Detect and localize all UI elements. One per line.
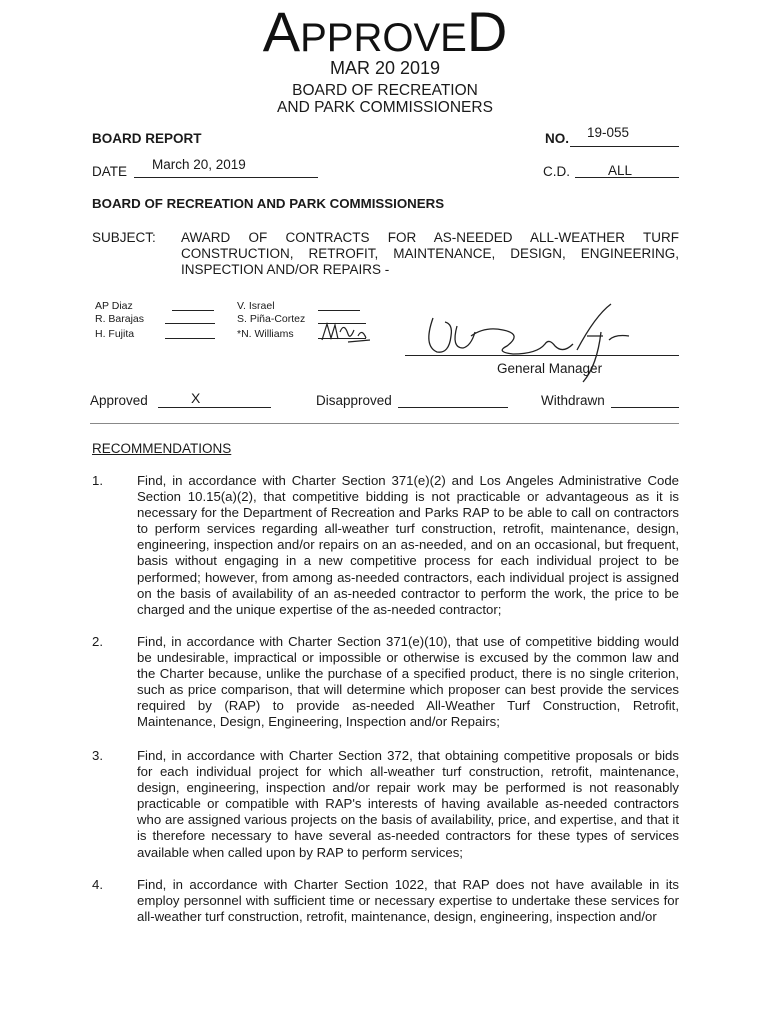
rec-2-text: Find, in accordance with Charter Section 371(e)(10), that use of competitive bidding would be undesirable, impractical or impossible or otherwise is excused by the common law and the Charter because, unlike the purchase of a specified product, there is no single criterion, such as price comparison, that will determine which proposer can best provide the services required by (RAP) to provide as-needed All-Weather Turf Construction, Retrofit, Maintenance, Design, Engineering, Inspection and/or Repairs; xyxy=(137,634,679,730)
recommendations-heading: RECOMMENDATIONS xyxy=(92,441,232,456)
disapproved-underline xyxy=(398,407,508,408)
stamp-letter-a: A xyxy=(262,0,301,63)
approved-stamp xyxy=(0,0,770,63)
cd-value: ALL xyxy=(608,163,633,178)
approved-underline xyxy=(158,407,271,408)
rec-1-text: Find, in accordance with Charter Section 371(e)(2) and Los Angeles Administrative Code Section 10.15(a)(2), that competitive bidding is not practicable or advantageous as it is necessary for the Department of Recreation and Parks RAP to be able to call on contractors to perform services regarding all-weather turf construction, retrofit, maintenance, design, engineering, inspection and/or repairs on an as-needed, and on an occasional, but frequent, basis without engaging in a new competitive process for each individual project to be performed; however, from among as-needed contractors, each individual project is assigned on the basis of availability of an as-needed contractor to perform the work, the price to be charged and the unique expertise of the as-needed contractor; xyxy=(137,473,679,617)
withdrawn-label: Withdrawn xyxy=(541,393,605,408)
rec-4-number: 4. xyxy=(92,877,103,892)
date-label: DATE xyxy=(92,164,128,179)
sign-line-l3 xyxy=(165,338,215,339)
section-divider xyxy=(90,423,679,424)
commissioner-left-3: H. Fujita xyxy=(95,328,135,340)
commissioner-right-3: *N. Williams xyxy=(237,328,294,340)
stamp-letters-middle: PPROVE xyxy=(300,16,467,60)
cd-label: C.D. xyxy=(543,164,570,179)
board-report-label: BOARD REPORT xyxy=(92,131,202,146)
board-title: BOARD OF RECREATION AND PARK COMMISSIONERS xyxy=(92,196,445,211)
subject-line-3: INSPECTION AND/OR REPAIRS - xyxy=(181,262,390,277)
general-manager-label: General Manager xyxy=(497,361,603,376)
commissioner-left-2: R. Barajas xyxy=(95,313,145,325)
rec-3-text: Find, in accordance with Charter Section 372, that obtaining competitive proposals or bids for each individual project for which all-weather turf construction, retrofit, maintenance, design, engineering, inspection and/or repair work may be performed is not reasonably practicable or compatible with RAP's interests of having available as-needed contractors who are assigned various projects on the basis of availability, price, and expertise, and that it is therefore necessary to have several as-needed contractors for these types of services available when called upon by RAP to perform services; xyxy=(137,748,679,860)
stamp-board-line2: AND PARK COMMISSIONERS xyxy=(277,99,493,116)
sign-line-l2 xyxy=(165,323,215,324)
general-manager-line xyxy=(405,355,679,356)
rec-4-text: Find, in accordance with Charter Section 1022, that RAP does not have available in its employ personnel with sufficient time or necessary expertise to undertake these services for all-weather turf construction, retrofit, maintenance, design, engineering, inspection and/or xyxy=(137,877,679,925)
commissioner-right-2: S. Piña-Cortez xyxy=(237,313,306,325)
sign-line-l1 xyxy=(172,310,214,311)
rec-2-number: 2. xyxy=(92,634,103,649)
stamp-letter-d: D xyxy=(466,0,508,63)
subject-label: SUBJECT: xyxy=(92,230,156,245)
approved-label: Approved xyxy=(90,393,148,408)
date-underline xyxy=(134,177,318,178)
subject-line-2: CONSTRUCTION, RETROFIT, MAINTENANCE, DESIGN, ENGINEERING, xyxy=(181,246,679,261)
rec-1-number: 1. xyxy=(92,473,103,488)
report-no-underline xyxy=(570,146,679,147)
date-value: March 20, 2019 xyxy=(152,157,246,172)
commissioner-right-1: V. Israel xyxy=(237,300,275,312)
approved-mark: X xyxy=(191,390,201,406)
disapproved-label: Disapproved xyxy=(316,393,392,408)
sign-line-r1 xyxy=(318,310,360,311)
initials-signature xyxy=(318,318,376,346)
withdrawn-underline xyxy=(611,407,679,408)
stamp-board-line1: BOARD OF RECREATION xyxy=(292,82,478,99)
subject-line-1: AWARD OF CONTRACTS FOR AS-NEEDED ALL-WEATHER TURF xyxy=(181,230,679,245)
commissioner-left-1: AP Diaz xyxy=(95,300,133,312)
rec-3-number: 3. xyxy=(92,748,103,763)
report-no-label: NO. xyxy=(545,131,570,146)
report-no-value: 19-055 xyxy=(587,125,630,140)
stamp-date: MAR 20 2019 xyxy=(329,58,441,78)
